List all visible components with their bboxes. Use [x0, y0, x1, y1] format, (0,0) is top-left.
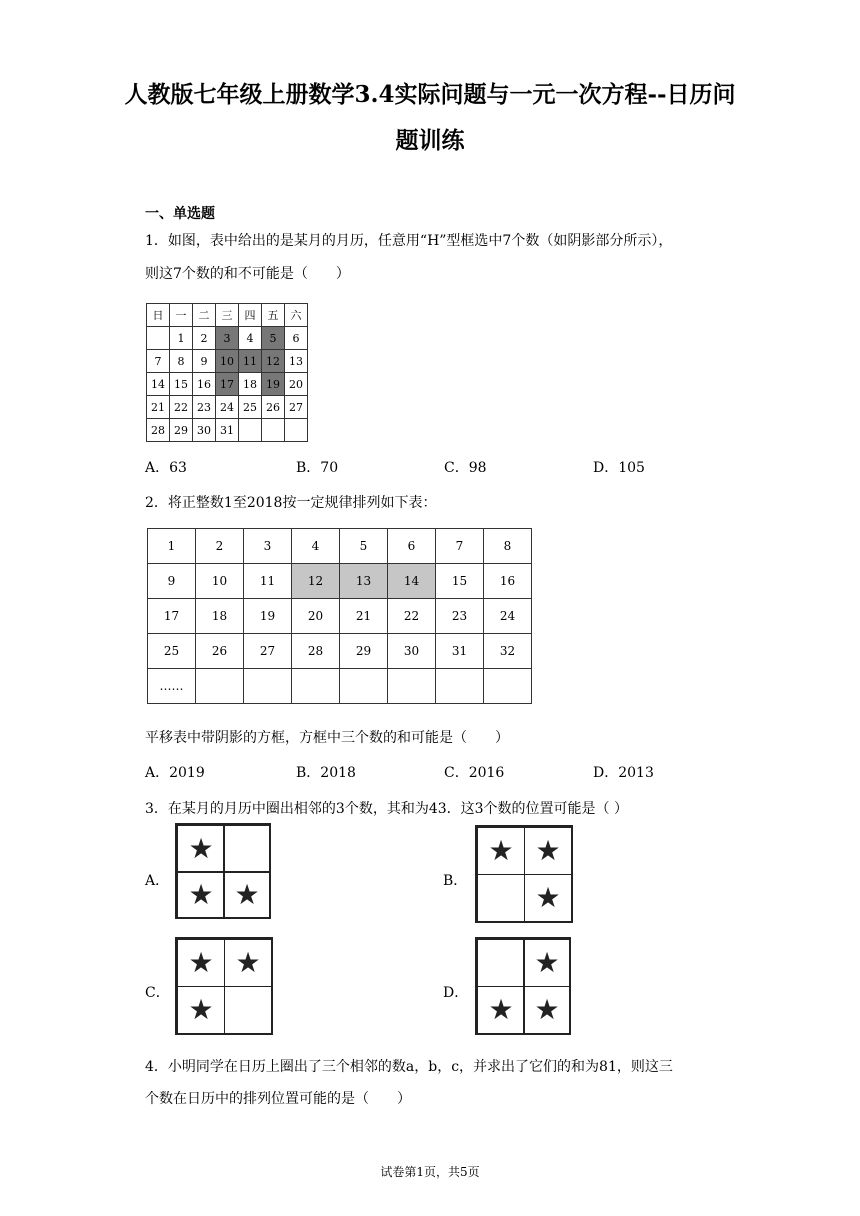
q3-option-a-label: A． [145, 873, 170, 889]
table-cell: 23 [193, 396, 216, 419]
table-cell [285, 419, 308, 442]
empty-cell [477, 874, 525, 922]
empty-cell [477, 939, 525, 987]
table-cell: 28 [292, 634, 340, 669]
table-cell: 7 [147, 350, 170, 373]
table-cell: 16 [193, 373, 216, 396]
q2-option-c: C．2016 [444, 765, 505, 781]
table-cell: 23 [436, 599, 484, 634]
table-cell: 五 [262, 304, 285, 327]
table-cell [196, 669, 244, 704]
star-icon: ★ [177, 986, 225, 1034]
table-cell: 5 [262, 327, 285, 350]
table-cell [244, 669, 292, 704]
table-cell: 8 [170, 350, 193, 373]
q1-text-line-1: 1．如图，表中给出的是某月的月历，任意用“H”型框选中7个数（如阴影部分所示）， [145, 233, 673, 249]
table-cell: 31 [436, 634, 484, 669]
table-cell: 5 [340, 529, 388, 564]
q1-text-line-2: 则这7个数的和不可能是（ ） [145, 266, 350, 282]
table-cell: 16 [484, 564, 532, 599]
table-row [147, 419, 308, 442]
table-cell [436, 669, 484, 704]
table-cell: 29 [170, 419, 193, 442]
star-icon: ★ [177, 871, 225, 919]
table-cell [239, 419, 262, 442]
title-line-2: 题训练 [395, 127, 465, 154]
table-cell: 1 [148, 529, 196, 564]
empty-cell [224, 986, 272, 1034]
table-row [147, 350, 308, 373]
table-cell: 20 [285, 373, 308, 396]
q4-text-line-1: 4．小明同学在日历上圈出了三个相邻的数a，b，c，并求出了它们的和为81，则这三 [145, 1059, 673, 1075]
section-heading: 一、单选题 [145, 206, 215, 222]
table-cell [262, 419, 285, 442]
table-cell: 三 [216, 304, 239, 327]
table-cell [388, 669, 436, 704]
table-cell: 6 [388, 529, 436, 564]
table-cell: 21 [340, 599, 388, 634]
star-icon: ★ [477, 827, 525, 875]
table-cell: 14 [147, 373, 170, 396]
star-icon: ★ [523, 939, 571, 987]
table-cell: 二 [193, 304, 216, 327]
star-icon: ★ [223, 871, 271, 919]
table-cell: 15 [170, 373, 193, 396]
q2-option-d: D．2013 [593, 765, 654, 781]
table-cell: 20 [292, 599, 340, 634]
table-cell: 4 [239, 327, 262, 350]
q3-text-line-1: 3．在某月的月历中圈出相邻的3个数，其和为43．这3个数的位置可能是（ ） [145, 801, 628, 817]
table-cell: 2 [193, 327, 216, 350]
table-cell: 6 [285, 327, 308, 350]
page-footer: 试卷第1页，共5页 [380, 1165, 480, 1179]
star-icon: ★ [477, 986, 525, 1034]
table-cell: 2 [196, 529, 244, 564]
q2-number-table [147, 528, 532, 704]
table-cell: 日 [147, 304, 170, 327]
q2-option-b: B．2018 [296, 765, 356, 781]
q1-option-c: C．98 [444, 460, 487, 476]
table-cell: 10 [196, 564, 244, 599]
table-cell: 10 [216, 350, 239, 373]
table-cell [147, 327, 170, 350]
table-cell: 17 [148, 599, 196, 634]
table-cell: 30 [193, 419, 216, 442]
table-cell: 12 [262, 350, 285, 373]
title-line-1: 人教版七年级上册数学3.4实际问题与一元一次方程--日历问 [124, 81, 736, 108]
table-cell: 9 [148, 564, 196, 599]
table-row [148, 599, 532, 634]
table-cell: 4 [292, 529, 340, 564]
star-icon: ★ [524, 874, 572, 922]
star-icon: ★ [177, 939, 225, 987]
table-cell [292, 669, 340, 704]
table-cell: 12 [292, 564, 340, 599]
table-cell: 四 [239, 304, 262, 327]
table-cell: 19 [244, 599, 292, 634]
q3-option-d-grid [475, 937, 571, 1035]
q3-option-c-label: C． [145, 985, 170, 1001]
table-row [147, 373, 308, 396]
table-cell: 26 [262, 396, 285, 419]
table-cell: 26 [196, 634, 244, 669]
q2-text-line-2: 平移表中带阴影的方框，方框中三个数的和可能是（ ） [145, 730, 509, 746]
table-cell: 32 [484, 634, 532, 669]
star-icon: ★ [524, 827, 572, 875]
table-cell: 25 [239, 396, 262, 419]
table-cell: 22 [388, 599, 436, 634]
table-cell: 3 [216, 327, 239, 350]
table-cell: 31 [216, 419, 239, 442]
table-cell: 18 [196, 599, 244, 634]
table-cell: 19 [262, 373, 285, 396]
table-cell: 28 [147, 419, 170, 442]
q3-option-b-grid [475, 825, 573, 923]
table-cell: 30 [388, 634, 436, 669]
table-cell: 一 [170, 304, 193, 327]
table-cell: 11 [244, 564, 292, 599]
table-cell: 22 [170, 396, 193, 419]
table-cell: 3 [244, 529, 292, 564]
table-cell: 15 [436, 564, 484, 599]
table-row [148, 669, 532, 704]
table-cell: 17 [216, 373, 239, 396]
table-row [147, 396, 308, 419]
table-cell: 24 [216, 396, 239, 419]
table-cell: 24 [484, 599, 532, 634]
table-cell [484, 669, 532, 704]
star-icon: ★ [523, 986, 571, 1034]
q1-option-a: A．63 [145, 460, 187, 476]
star-icon: ★ [224, 939, 272, 987]
q3-option-c-grid [175, 937, 273, 1035]
table-cell: 29 [340, 634, 388, 669]
table-cell: 13 [285, 350, 308, 373]
q1-calendar-table [146, 303, 308, 442]
table-cell: 1 [170, 327, 193, 350]
table-cell: 18 [239, 373, 262, 396]
q1-option-b: B．70 [296, 460, 339, 476]
table-cell: 7 [436, 529, 484, 564]
table-cell: 9 [193, 350, 216, 373]
q2-option-a: A．2019 [145, 765, 205, 781]
table-row [148, 634, 532, 669]
table-cell [340, 669, 388, 704]
empty-cell [223, 825, 271, 873]
table-cell: 14 [388, 564, 436, 599]
table-cell: 13 [340, 564, 388, 599]
table-row [148, 564, 532, 599]
table-cell: 25 [148, 634, 196, 669]
table-row [147, 327, 308, 350]
table-cell: 27 [285, 396, 308, 419]
table-cell: …… [148, 669, 196, 704]
table-cell: 21 [147, 396, 170, 419]
table-cell: 8 [484, 529, 532, 564]
q3-option-b-label: B． [443, 873, 468, 889]
star-icon: ★ [177, 825, 225, 873]
table-cell: 六 [285, 304, 308, 327]
table-cell: 11 [239, 350, 262, 373]
q4-text-line-2: 个数在日历中的排列位置可能的是（ ） [145, 1091, 411, 1107]
q1-option-d: D．105 [593, 460, 645, 476]
table-row [147, 304, 308, 327]
q3-option-d-label: D． [443, 985, 469, 1001]
q2-text-line-1: 2．将正整数1至2018按一定规律排列如下表： [145, 495, 437, 511]
table-cell: 27 [244, 634, 292, 669]
q3-option-a-grid [175, 823, 271, 919]
table-row [148, 529, 532, 564]
